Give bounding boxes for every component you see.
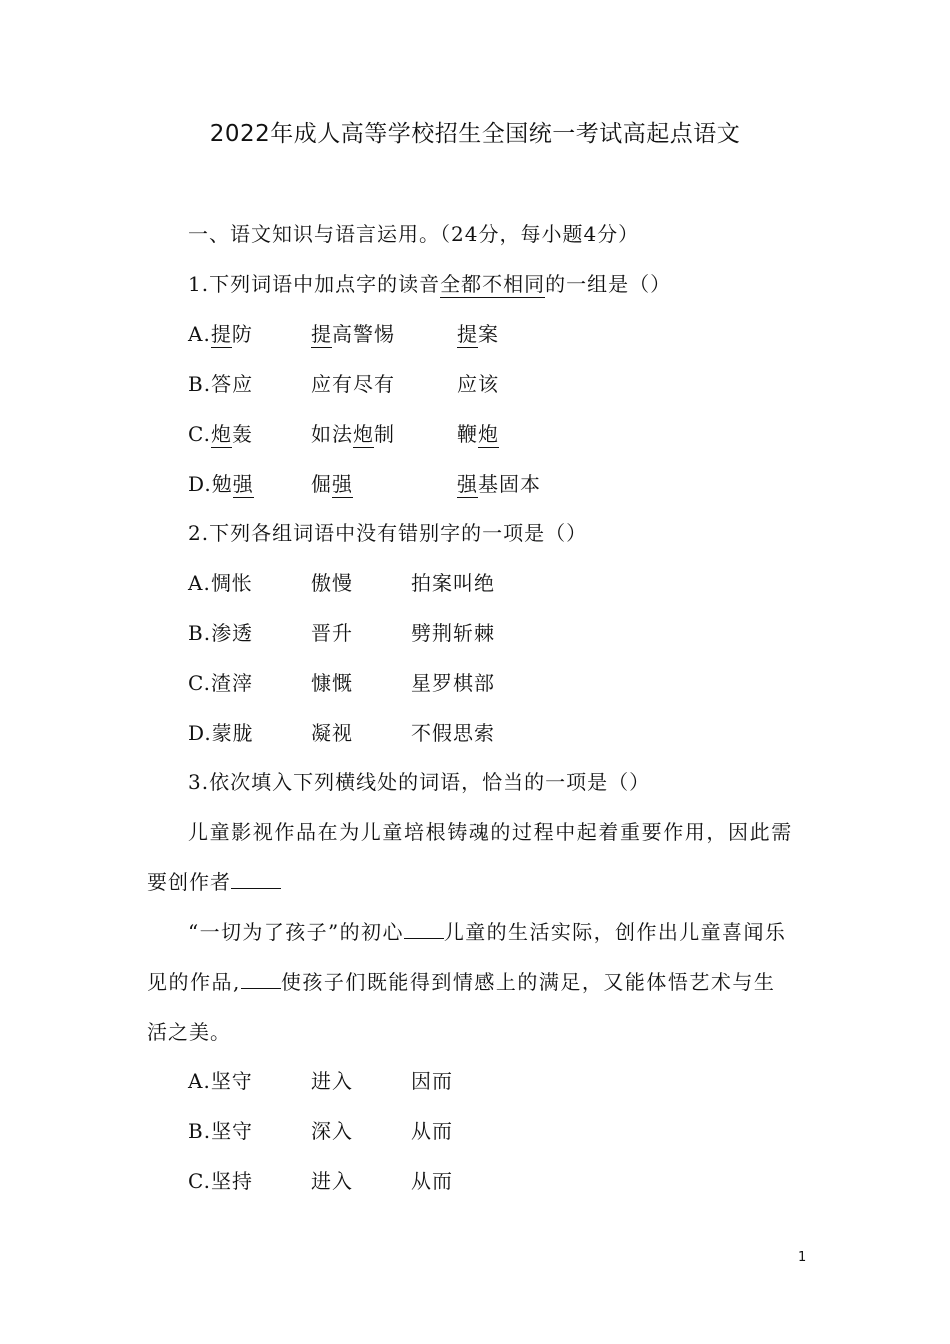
q2-option-d-word-2: 凝视 [311,721,353,745]
word-pre: 答 [211,372,233,396]
option-label: B. [188,372,212,396]
q3-passage-line-4 [147,968,775,996]
q2-option-b-word-3: 劈荆斩棘 [411,621,495,645]
q3-passage-line-1: 儿童影视作品在为儿童培根铸魂的过程中起着重要作用，因此需 [188,820,793,844]
fill-blank-2 [404,918,444,939]
q1-option-d-word-2 [311,470,353,498]
word-rest: 制 [374,422,395,446]
option-label: D. [188,721,212,745]
q3-option-b-word-2: 深入 [311,1119,353,1143]
word: 惆怅 [210,571,253,595]
option-label: A. [188,1069,211,1093]
q1-option-a-word-3 [457,320,499,348]
dotted-char: 提 [311,322,332,346]
word: 坚持 [210,1169,253,1193]
passage-text: “一切为了孩子”的初心 [188,920,404,944]
q1-stem-prefix: 1.下列词语中加点字的读音 [188,272,441,296]
q1-option-b-word-2: 应有尽有 [311,372,395,396]
word: 蒙胧 [211,721,254,745]
option-label: C. [188,1169,211,1193]
dotted-char: 提 [210,322,232,346]
q3-option-a-word-3: 因而 [411,1069,453,1093]
q3-passage-line-5: 活之美。 [147,1020,231,1044]
q1-option-b [188,370,253,398]
word-pre: 如法 [311,422,353,446]
q1-option-c-word-3 [457,420,499,448]
word: 坚守 [210,1069,253,1093]
q2-option-c-word-2: 慷慨 [311,671,353,695]
passage-text: 要创作者 [147,870,231,894]
page-number: 1 [798,1250,807,1265]
word: 渗透 [211,621,254,645]
q1-stem-suffix: 的一组是（） [545,272,672,296]
word: 渣滓 [210,671,253,695]
option-label: A. [188,322,211,346]
word-rest: 高警惕 [332,322,395,346]
dotted-char: 提 [457,322,478,346]
dotted-char: 强 [232,472,254,496]
q1-option-a [188,320,253,348]
option-label: C. [188,422,211,446]
word-pre: 勉 [211,472,233,496]
q3-option-c-word-2: 进入 [311,1169,353,1193]
dotted-char: 炮 [478,422,499,446]
option-label: D. [188,472,212,496]
q1-option-c [188,420,253,448]
question-2-stem: 2.下列各组词语中没有错别字的一项是（） [188,521,588,545]
word-rest: 应 [232,372,254,396]
fill-blank-3 [241,968,281,989]
q3-option-b [188,1117,253,1145]
q3-passage-line-3 [188,918,786,946]
passage-text: 儿童的生活实际，创作出儿童喜闻乐 [443,920,787,944]
passage-text: 使孩子们既能得到情感上的满足，又能体悟艺术与生 [280,970,776,994]
q2-option-b-word-2: 晋升 [311,621,353,645]
document-title: 2022年成人高等学校招生全国统一考试高起点语文 [209,121,741,147]
q1-option-a-word-2 [311,320,395,348]
q3-option-a-word-2: 进入 [311,1069,353,1093]
word-rest: 轰 [231,422,253,446]
word-rest: 案 [478,322,499,346]
question-3-stem: 3.依次填入下列横线处的词语，恰当的一项是（） [188,770,651,794]
option-label: B. [188,1119,212,1143]
q2-option-d [188,719,254,747]
q2-option-c [188,669,253,697]
q2-option-b [188,619,253,647]
dotted-char: 强 [457,472,478,496]
q2-option-a [188,569,253,597]
q1-stem-emphasis: 全都不相同 [440,272,546,296]
dotted-char: 炮 [353,422,374,446]
dotted-char: 强 [332,472,353,496]
q3-option-b-word-3: 从而 [411,1119,453,1143]
word-rest: 防 [231,322,253,346]
word-pre: 倔 [311,472,332,496]
passage-text: 见的作品, [147,970,241,994]
q1-option-d-word-3 [457,470,541,498]
q1-option-d [188,470,254,498]
word: 坚守 [211,1119,254,1143]
q3-option-c [188,1167,253,1195]
q3-option-a [188,1067,253,1095]
fill-blank-1 [231,868,281,889]
q3-passage-line-2 [147,868,281,896]
option-label: C. [188,671,211,695]
option-label: B. [188,621,212,645]
q1-option-b-word-3: 应该 [457,372,499,396]
option-label: A. [188,571,211,595]
section-heading: 一、语文知识与语言运用。（24分，每小题4分） [188,222,640,246]
q1-option-c-word-2 [311,420,395,448]
dotted-char: 炮 [210,422,232,446]
word-rest: 基固本 [478,472,541,496]
q3-option-c-word-3: 从而 [411,1169,453,1193]
q2-option-c-word-3: 星罗棋部 [411,671,495,695]
q2-option-a-word-3: 拍案叫绝 [411,571,495,595]
q2-option-d-word-3: 不假思索 [411,721,495,745]
q2-option-a-word-2: 傲慢 [311,571,353,595]
word-pre: 鞭 [457,422,478,446]
question-1-stem [188,270,671,298]
